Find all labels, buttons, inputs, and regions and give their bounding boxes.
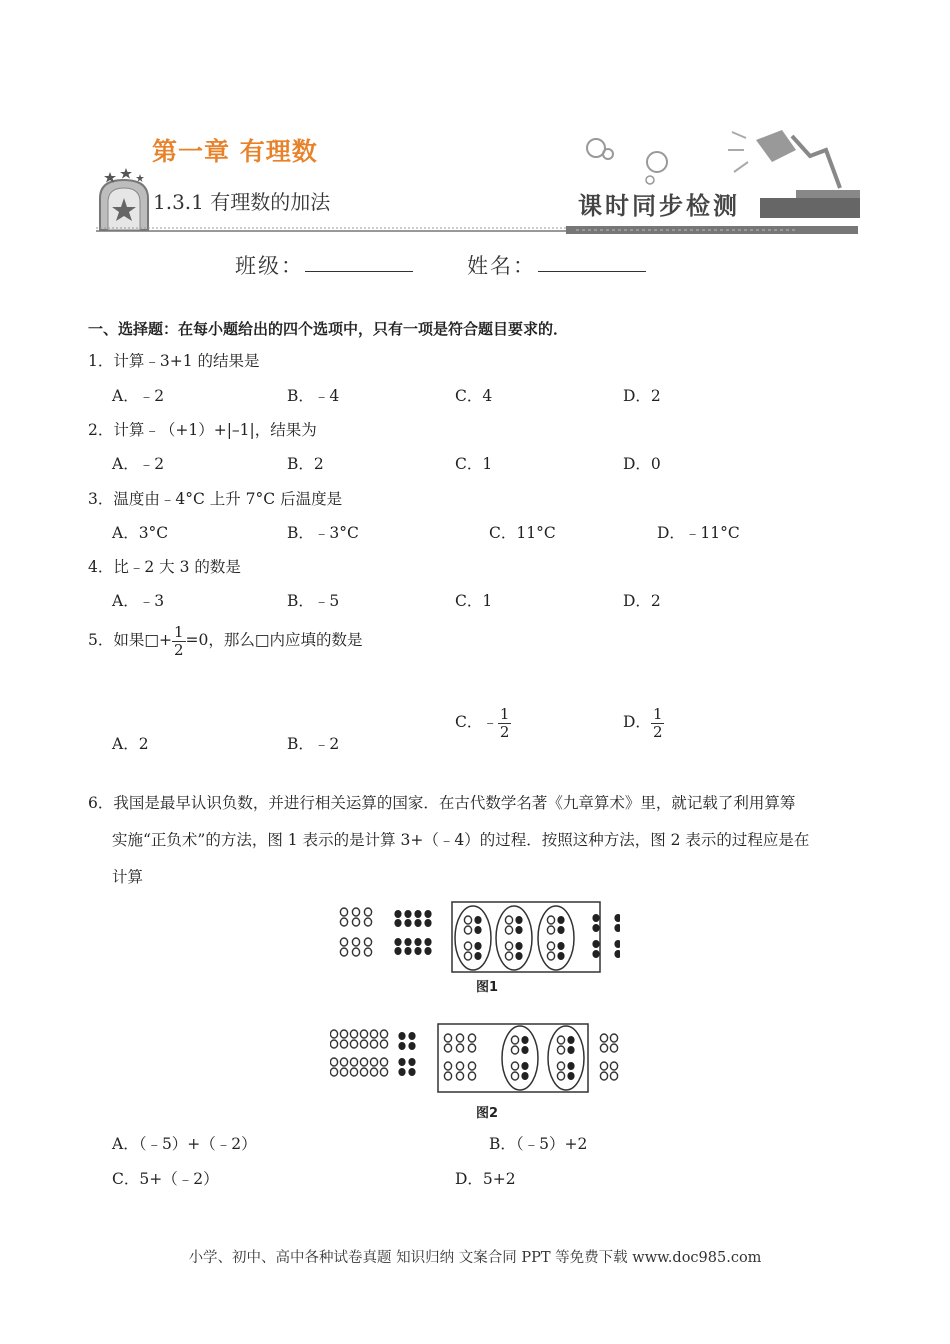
q5-option-c-fraction [498,706,512,740]
q5-frac-den: 2 [174,640,184,659]
q6-option-a: A．（﹣5）+（﹣2） [112,1135,257,1153]
q2-option-a: A．﹣2 [112,455,165,473]
brand-title: 课时同步检测 [578,191,740,220]
q5-option-d [623,706,664,740]
q1-option-b: B．﹣4 [287,387,340,405]
q4-option-c: C．1 [455,592,493,610]
q3-option-c: C．11°C [489,524,556,542]
q5-c-frac-den: 2 [499,722,510,741]
q5-option-c-label: C．﹣ [455,713,498,731]
q5-option-a: A．2 [112,735,149,753]
q3-option-d: D．﹣11°C [657,524,740,542]
q6-option-b: B．（﹣5）+2 [489,1135,588,1153]
question-4-stem: 4．比﹣2 大 3 的数是 [88,558,241,576]
q5-stem-after: =0，那么□内应填的数是 [185,631,363,649]
name-label: 姓名： [467,254,536,278]
counting-rods-figure [330,898,620,1118]
chapter-title: 第一章 有理数 [152,137,318,166]
q2-option-b: B．2 [287,455,324,473]
q5-c-frac-num: 1 [499,705,510,723]
q6-option-c: C．5+（﹣2） [112,1170,219,1188]
question-1-stem: 1．计算﹣3+1 的结果是 [88,352,260,370]
question-6-line-3: 计算 [112,868,144,886]
class-blank[interactable] [305,271,413,272]
q5-fraction [172,624,186,658]
section-title: 1.3.1 有理数的加法 [153,190,331,214]
q3-option-a: A．3°C [112,524,169,542]
q5-d-frac-den: 2 [652,722,663,741]
q5-d-frac-num: 1 [652,705,663,723]
figure-2-label: 图2 [476,1106,499,1121]
q1-option-c: C．4 [455,387,493,405]
question-5-stem [88,624,363,658]
q5-option-d-label: D． [623,713,651,731]
header-divider [96,226,858,234]
figure-2 [330,1024,617,1092]
q2-option-d: D．0 [623,455,661,473]
question-2-stem: 2．计算﹣（+1）+|–1|，结果为 [88,421,317,439]
q6-option-d: D．5+2 [455,1170,516,1188]
q5-option-c [455,706,511,740]
q5-stem-before: 5．如果□+ [88,631,172,649]
figure-1-label: 图1 [476,980,499,995]
class-label: 班级： [235,254,304,278]
q1-option-a: A．﹣2 [112,387,165,405]
name-blank[interactable] [538,271,646,272]
star-badge-icon [94,168,154,234]
question-6-line-1: 6．我国是最早认识负数，并进行相关运算的国家．在古代数学名著《九章算术》里，就记载了利用算筹 [88,794,796,812]
q4-option-d: D．2 [623,592,661,610]
figure-1 [340,902,620,972]
question-3-stem: 3．温度由﹣4°C 上升 7°C 后温度是 [88,490,343,508]
question-6-line-2: 实施“正负术”的方法，图 1 表示的是计算 3+（﹣4）的过程．按照这种方法，图 2 表示的过程应是在 [112,831,810,849]
section-heading: 一、选择题：在每小题给出的四个选项中，只有一项是符合题目要求的． [88,320,569,338]
q5-frac-num: 1 [174,623,184,641]
q3-option-b: B．﹣3°C [287,524,359,542]
q1-option-d: D．2 [623,387,661,405]
q4-option-a: A．﹣3 [112,592,165,610]
page-footer: 小学、初中、高中各种试卷真题 知识归纳 文案合同 PPT 等免费下载 www.doc985.com [188,1250,762,1266]
q4-option-b: B．﹣5 [287,592,340,610]
q2-option-c: C．1 [455,455,493,473]
q5-option-d-fraction [651,706,665,740]
q5-option-b: B．﹣2 [287,735,340,753]
